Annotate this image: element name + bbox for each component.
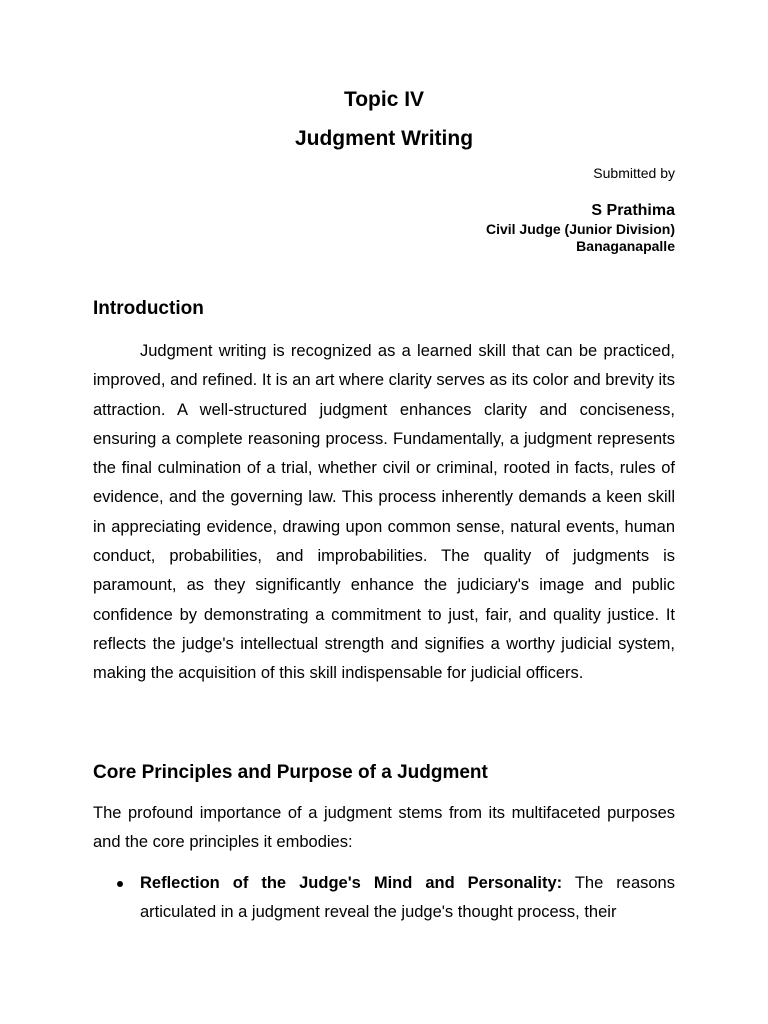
author-role: Civil Judge (Junior Division) — [485, 221, 675, 237]
list-item — [93, 869, 675, 928]
list-item-term: Reflection of the Judge's Mind and Personality: — [140, 874, 563, 892]
introduction-paragraph: Judgment writing is recognized as a learned skill that can be practiced, improved, and refined. It is an art where clarity serves as its color and brevity its attraction. A well-structured judgment enhances clarity and conciseness, ensuring a complete reasoning process. Fundamentally, a judgment represents the final culmination of a trial, whether civil or criminal, rooted in facts, rules of evidence, and the governing law. This process inherently demands a keen skill in appreciating evidence, drawing upon common sense, natural events, human conduct, probabilities, and improbabilities. The quality of judgments is paramount, as they significantly enhance the judiciary's image and public confidence by demonstrating a commitment to just, fair, and quality justice. It reflects the judge's intellectual strength and signifies a worthy judicial system, making the acquisition of this skill indispensable for judicial officers. — [93, 342, 675, 683]
topic-label: Topic IV — [343, 88, 425, 111]
author-place: Banaganapalle — [576, 238, 675, 254]
author-name: S Prathima — [591, 202, 675, 219]
submitted-by-label: Submitted by — [593, 165, 675, 181]
list-item-text: The reasons articulated in a judgment reveal the judge's thought process, their — [140, 874, 675, 922]
introduction-heading: Introduction — [93, 298, 204, 319]
bullet-icon — [117, 881, 123, 887]
core-principles-heading: Core Principles and Purpose of a Judgment — [93, 762, 488, 783]
core-principles-paragraph: The profound importance of a judgment stems from its multifaceted purposes and the core principles it embodies: — [93, 804, 675, 852]
document-title: Judgment Writing — [294, 127, 474, 150]
principles-list — [93, 869, 675, 928]
